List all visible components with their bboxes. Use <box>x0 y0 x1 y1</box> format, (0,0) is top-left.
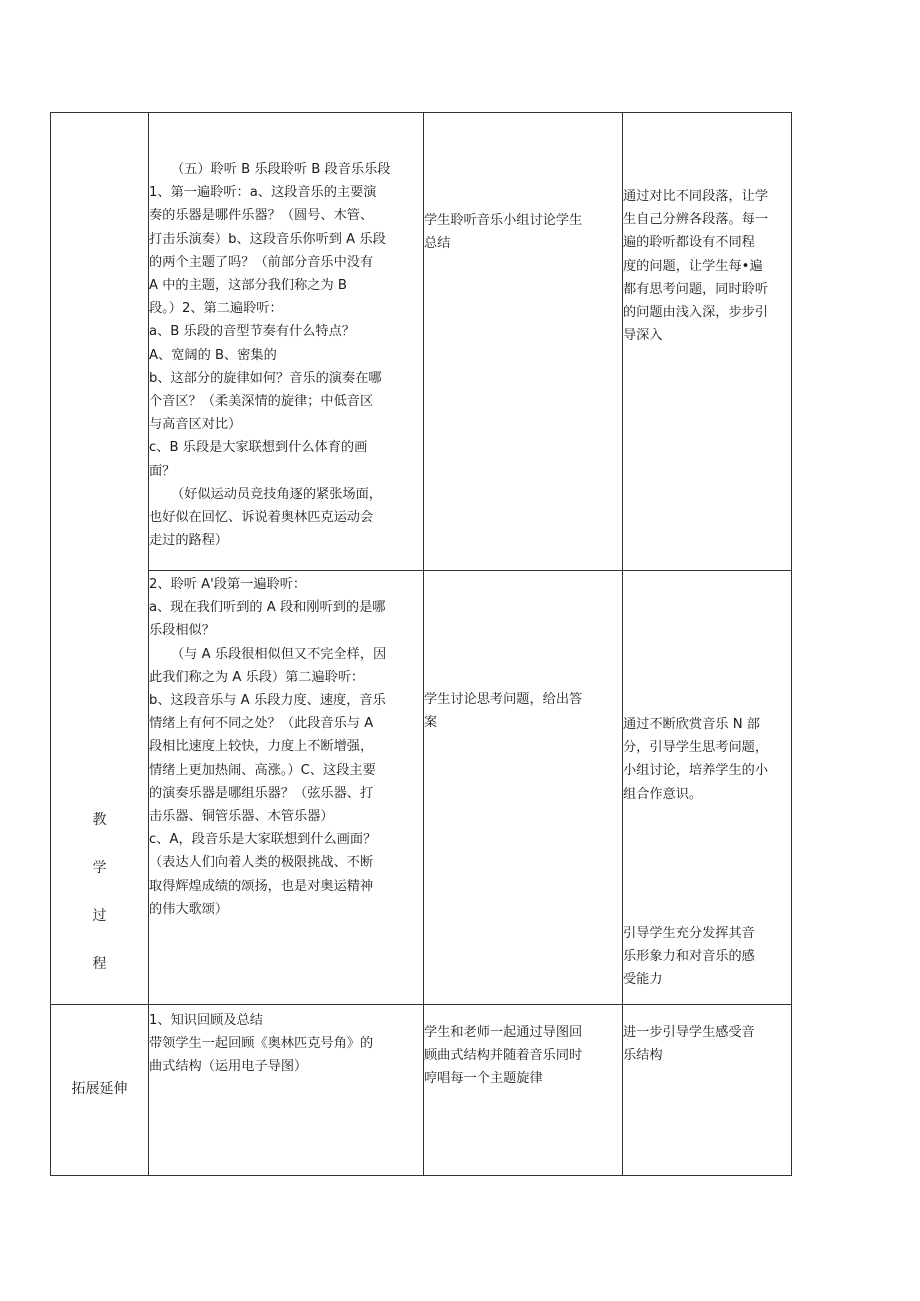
text-line: 生自己分辨各段落。每一 <box>623 212 769 228</box>
text-line: 进一步引导学生感受音 <box>623 1025 755 1040</box>
text-line: 学生和老师一起通过导图回 <box>424 1025 583 1040</box>
row-label-extension: 拓展延伸 <box>71 1081 128 1098</box>
table-row <box>51 571 792 1005</box>
text-line: 都有思考问题，同时聆听 <box>623 281 769 297</box>
content-cell <box>149 1005 424 1176</box>
text-line: 总结 <box>424 236 451 252</box>
text-line: 的演奏乐器是哪组乐器？（弦乐器、打 <box>149 785 374 801</box>
text-line: （与 A 乐段很相似但又不完全样，因 <box>171 646 387 662</box>
text-line: 引导学生充分发挥其音 <box>623 925 755 941</box>
text-line: 分，引导学生思考问题， <box>623 740 769 756</box>
text-line: 也好似在回忆、诉说着奥林匹克运动会 <box>149 510 374 526</box>
text-line: 的伟大歌颂） <box>149 901 229 917</box>
text-line: c、A，段音乐是大家联想到什么画面？ <box>149 832 377 848</box>
label-char: 学 <box>92 860 107 876</box>
text-line: 的两个主题了吗？（前部分音乐中没有 <box>149 254 374 270</box>
text-line: 顾曲式结构并随着音乐同时 <box>424 1048 583 1064</box>
text-line: 击乐器、铜管乐器、木管乐器） <box>149 809 334 825</box>
text-line: b、这段音乐与 A 乐段力度、速度，音乐 <box>149 693 386 709</box>
text-line: 取得辉煌成绩的颂扬，也是对奥运精神 <box>149 878 374 894</box>
activity-cell <box>424 113 623 571</box>
text-line: （表达人们向着人类的极限挑战、不断 <box>149 855 374 871</box>
label-char: 过 <box>92 908 107 924</box>
text-line: 段。）2、第二遍聆听： <box>149 301 283 317</box>
text-line: 案 <box>424 715 438 731</box>
text-line: 小组讨论，培养学生的小 <box>623 763 769 779</box>
text-line: 学生聆听音乐小组讨论学生 <box>424 213 583 228</box>
label-cell <box>51 1005 149 1176</box>
text-line: 通过对比不同段落，让学 <box>623 189 769 204</box>
text-line: 曲式结构（运用电子导图） <box>149 1059 308 1075</box>
text-line: 乐形象力和对音乐的感 <box>623 949 755 965</box>
text-line: 段相比速度上较快，力度上不断增强， <box>149 739 374 755</box>
label-cell <box>51 113 149 1005</box>
text-line: A 中的主题，这部分我们称之为 B <box>149 278 347 294</box>
label-char: 程 <box>92 956 107 972</box>
text-line: 情绪上有何不同之处？（此段音乐与 A <box>149 716 374 732</box>
content-cell <box>149 571 424 1005</box>
text-line: 打击乐演奏）b、这段音乐你听到 A 乐段 <box>149 231 386 247</box>
activity-cell <box>424 1005 623 1176</box>
text-line: a、B 乐段的音型节奏有什么特点？ <box>149 324 355 340</box>
text-line: 带领学生一起回顾《奥林匹克号角》的 <box>149 1036 374 1052</box>
text-line: A、宽阔的 B、密集的 <box>149 347 277 363</box>
text-line: 2、聆听 A'段第一遍聆听： <box>149 577 307 592</box>
text-line: 导深入 <box>623 328 663 344</box>
content-cell <box>149 113 424 571</box>
text-line: （五）聆听 B 乐段聆听 B 段音乐乐段 <box>171 162 391 177</box>
label-char: 教 <box>92 812 107 828</box>
text-line: 乐段相似？ <box>149 623 215 639</box>
table-row <box>51 113 792 571</box>
table-row <box>51 1005 792 1176</box>
text-line: c、B 乐段是大家联想到什么体育的画 <box>149 440 368 456</box>
text-line: 个音区？（柔美深情的旋律；中低音区 <box>149 394 374 410</box>
text-line: 面？ <box>149 463 176 479</box>
text-line: 与高音区对比） <box>149 417 242 433</box>
text-line: 乐结构 <box>623 1048 663 1064</box>
text-line: 1、第一遍聆听：a、这段音乐的主要演 <box>149 185 377 201</box>
text-line: b、这部分的旋律如何？音乐的演奏在哪 <box>149 370 382 386</box>
text-line: 遍的聆听都设有不同程 <box>623 235 755 251</box>
text-line: a、现在我们听到的 A 段和刚听到的是哪 <box>149 600 386 616</box>
text-line: 1、知识回顾及总结 <box>149 1013 263 1028</box>
text-line: 走过的路程） <box>149 533 229 549</box>
text-line: 哼唱每一个主题旋律 <box>424 1071 543 1087</box>
lesson-table <box>50 112 792 1176</box>
text-line: 组合作意识。 <box>623 786 703 802</box>
intent-cell <box>623 571 792 1005</box>
text-line: 学生讨论思考问题，给出答 <box>424 692 583 707</box>
text-line: 的问题由浅入深，步步引 <box>623 305 769 321</box>
text-line: （好似运动员竞技角逐的紧张场面， <box>171 486 382 502</box>
activity-cell <box>424 571 623 1005</box>
text-line: 通过不断欣赏音乐 N 部 <box>623 717 760 732</box>
text-line: 此我们称之为 A 乐段）第二遍聆听： <box>149 669 365 685</box>
text-line: 受能力 <box>623 972 663 988</box>
intent-cell <box>623 1005 792 1176</box>
text-line: 情绪上更加热闹、高涨。）C、这段主要 <box>149 762 376 778</box>
row-label-teaching-process <box>51 113 148 988</box>
text-line: 度的问题，让学生每•遍 <box>623 258 763 274</box>
text-line: 奏的乐器是哪件乐器？（圆号、木管、 <box>149 208 374 224</box>
intent-cell <box>623 113 792 571</box>
